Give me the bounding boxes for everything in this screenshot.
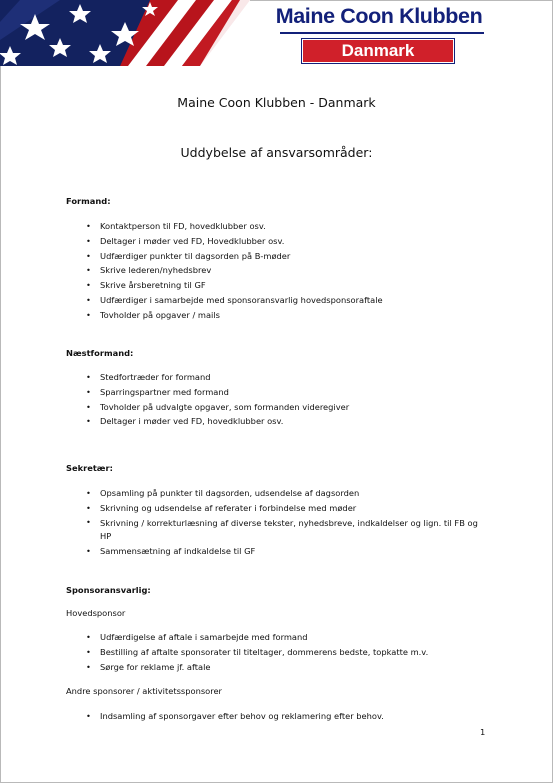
list-item: • Skrive årsberetning til GF bbox=[66, 278, 486, 293]
list-item: • Deltager i møder ved FD, Hovedklubber osv. bbox=[66, 234, 486, 249]
list-item: • Skrive lederen/nyhedsbrev bbox=[66, 263, 486, 278]
section-heading-sekretaer: Sekretær: bbox=[66, 463, 113, 473]
section-heading-naestformand: Næstformand: bbox=[66, 348, 134, 358]
list-item: • Skrivning / korrekturlæsning af diverse tekster, nyhedsbreve, indkaldelser og lign. til FB og HP bbox=[66, 516, 486, 544]
list-item: • Sparringspartner med formand bbox=[66, 385, 486, 400]
list-item: • Indsamling af sponsorgaver efter behov og reklamering efter behov. bbox=[66, 709, 486, 724]
section-heading-sponsor: Sponsoransvarlig: bbox=[66, 585, 151, 595]
page-number: 1 bbox=[480, 727, 486, 737]
list-item: • Tovholder på opgaver / mails bbox=[66, 308, 486, 323]
andre-sponsorer-list bbox=[66, 709, 486, 724]
club-logo-title: Maine Coon Klubben bbox=[275, 4, 483, 28]
list-item: • Sammensætning af indkaldelse til GF bbox=[66, 544, 486, 559]
naestformand-list bbox=[66, 370, 486, 429]
list-item: • Udfærdigelse af aftale i samarbejde med formand bbox=[66, 630, 486, 645]
sekretaer-list bbox=[66, 486, 486, 558]
logo-divider bbox=[280, 32, 484, 34]
list-item: • Bestilling af aftalte sponsorater til titeltager, dommerens bedste, topkatte m.v. bbox=[66, 645, 486, 660]
club-logo-subtitle: Danmark bbox=[303, 40, 453, 62]
subheading-andre-sponsorer: Andre sponsorer / aktivitetssponsorer bbox=[66, 686, 222, 696]
list-item: • Tovholder på udvalgte opgaver, som formanden videregiver bbox=[66, 400, 486, 415]
subheading-hovedsponsor: Hovedsponsor bbox=[66, 608, 126, 618]
document-subtitle: Uddybelse af ansvarsområder: bbox=[180, 145, 373, 160]
list-item: • Opsamling på punkter til dagsorden, udsendelse af dagsorden bbox=[66, 486, 486, 501]
list-item: • Skrivning og udsendelse af referater i forbindelse med møder bbox=[66, 501, 486, 516]
list-item: • Stedfortræder for formand bbox=[66, 370, 486, 385]
list-item: • Sørge for reklame jf. aftale bbox=[66, 660, 486, 675]
list-item: • Udfærdiger punkter til dagsorden på B-møder bbox=[66, 249, 486, 264]
american-flag-icon bbox=[0, 0, 250, 66]
list-item: • Deltager i møder ved FD, hovedklubber osv. bbox=[66, 414, 486, 429]
formand-list bbox=[66, 219, 486, 323]
hovedsponsor-list bbox=[66, 630, 486, 674]
list-item: • Kontaktperson til FD, hovedklubber osv. bbox=[66, 219, 486, 234]
document-title: Maine Coon Klubben - Danmark bbox=[177, 95, 376, 110]
list-item: • Udfærdiger i samarbejde med sponsoransvarlig hovedsponsoraftale bbox=[66, 293, 486, 308]
section-heading-formand: Formand: bbox=[66, 196, 111, 206]
